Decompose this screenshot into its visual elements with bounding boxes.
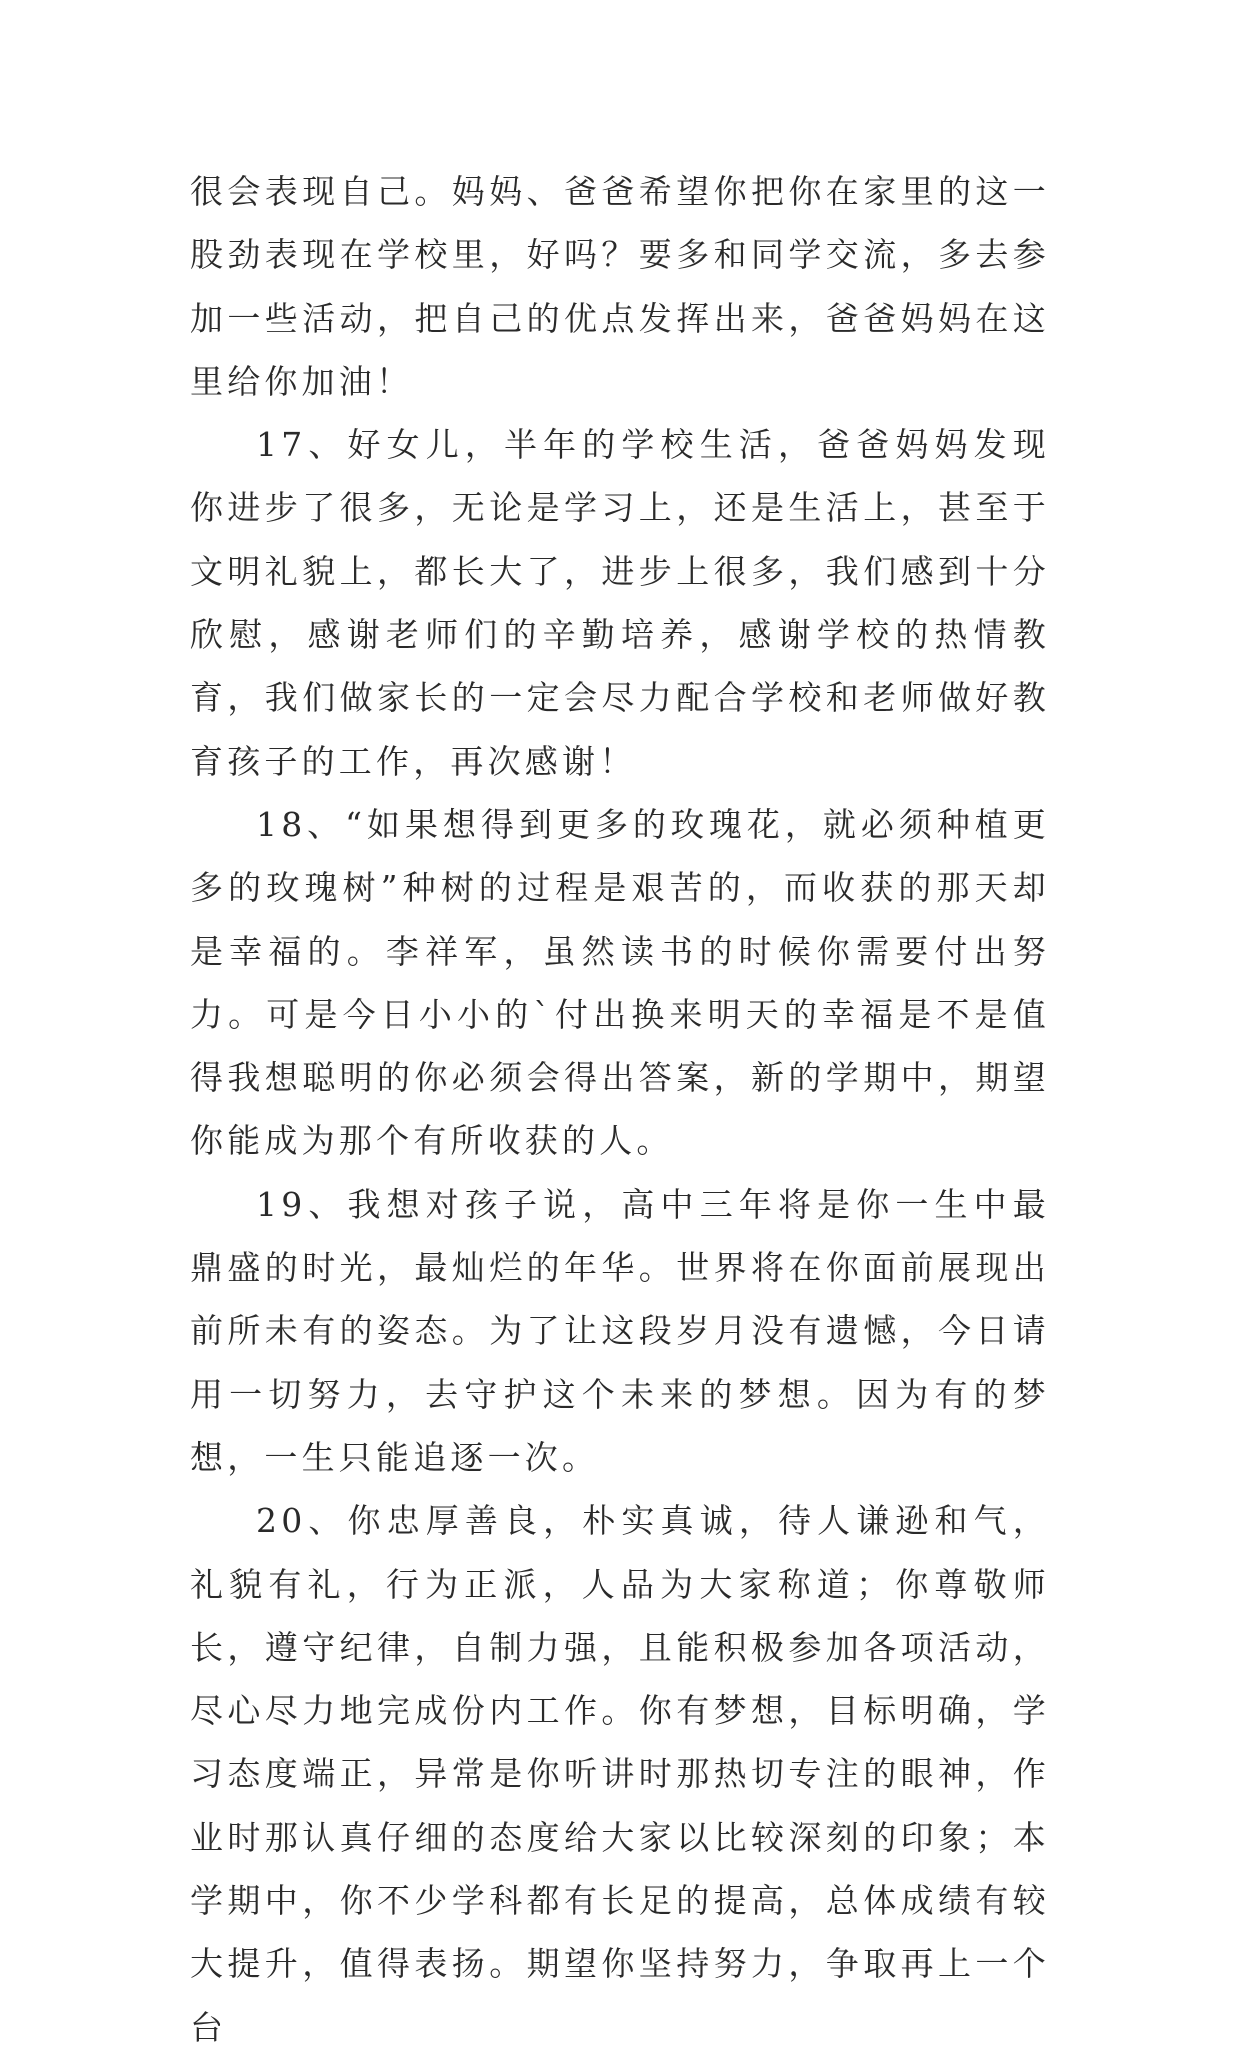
paragraph-continuation: 很会表现自己。妈妈、爸爸希望你把你在家里的这一股劲表现在学校里，好吗？要多和同学交流，多去参加一些活动，把自己的优点发挥出来，爸爸妈妈在这里给你加油！ [190,172,1050,401]
document-body [190,160,1050,2059]
paragraph-17: 17、好女儿，半年的学校生活，爸爸妈妈发现你进步了很多，无论是学习上，还是生活上，甚至于文明礼貌上，都长大了，进步上很多，我们感到十分欣慰，感谢老师们的辛勤培养，感谢学校的热情教育，我们做家长的一定会尽力配合学校和老师做好教育孩子的工作，再次感谢！ [190,425,1050,781]
paragraph-18: 18、“如果想得到更多的玫瑰花，就必须种植更多的玫瑰树”种树的过程是艰苦的，而收获的那天却是幸福的。李祥军，虽然读书的时候你需要付出努力。可是今日小小的`付出换来明天的幸福是不是值得我想聪明的你必须会得出答案，新的学期中，期望你能成为那个有所收获的人。 [190,804,1050,1161]
paragraph-19: 19、我想对孩子说，高中三年将是你一生中最鼎盛的时光，最灿烂的年华。世界将在你面前展现出前所未有的姿态。为了让这段岁月没有遗憾，今日请用一切努力，去守护这个未来的梦想。因为有的梦想，一生只能追逐一次。 [190,1184,1050,1477]
paragraph-20: 20、你忠厚善良，朴实真诚，待人谦逊和气，礼貌有礼，行为正派，人品为大家称道；你尊敬师长，遵守纪律，自制力强，且能积极参加各项活动，尽心尽力地完成份内工作。你有梦想，目标明确，学习态度端正，异常是你听讲时那热切专注的眼神，作业时那认真仔细的态度给大家以比较深刻的印象；本学期中，你不少学科都有长足的提高，总体成绩有较大提升，值得表扬。期望你坚持努力，争取再上一个台 [190,1501,1050,2047]
